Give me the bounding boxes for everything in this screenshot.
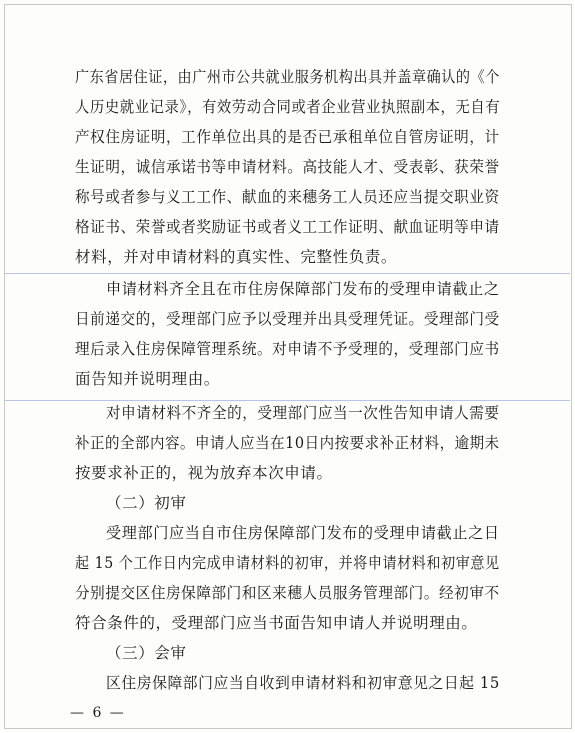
text-line: 补正的全部内容。申请人应当在10日内按要求补正材料，逾期未 [75,434,500,452]
text-line: 产权住房证明，工作单位出具的是否已承租单位自管房证明，计 [75,128,500,146]
text-line: 生证明，诚信承诺书等申请材料。高技能人才、受表彰、获荣誉 [75,158,500,176]
text-line: 日前递交的，受理部门应予以受理并出具受理凭证。受理部门受 [75,310,500,328]
text-line: 材料，并对申请材料的真实性、完整性负责。 [75,248,398,266]
text-line: 申请材料齐全且在市住房保障部门发布的受理申请截止之 [106,280,500,298]
section-heading: （二）初审 [106,494,187,512]
page-number: — 6 — [70,705,126,721]
text-line: 理后录入住房保障管理系统。对申请不予受理的，受理部门应书 [75,340,500,358]
text-line: 人历史就业记录》，有效劳动合同或者企业营业执照副本，无自有 [75,98,501,116]
text-line: 按要求补正的，视为放弃本次申请。 [75,464,333,482]
text-line: 受理部门应当自市住房保障部门发布的受理申请截止之日 [106,524,500,542]
text-line: 格证书、荣誉或者奖励证书或者义工工作证明、献血证明等申请 [75,218,500,236]
text-line: 广东省居住证，由广州市公共就业服务机构出具并盖章确认的《个 [75,68,500,86]
text-line: 起 15 个工作日内完成申请材料的初审，并将申请材料和初审意见 [75,554,500,572]
text-line: 分别提交区住房保障部门和区来穗人员服务管理部门。经初审不 [75,584,500,602]
text-line: 称号或者参与义工工作、献血的来穗务工人员还应当提交职业资 [75,188,500,206]
text-line: 区住房保障部门应当自收到申请材料和初审意见之日起 15 [106,674,500,692]
text-line: 对申请材料不齐全的，受理部门应当一次性告知申请人需要 [106,404,500,422]
text-line: 面告知并说明理由。 [75,370,220,388]
section-heading: （三）会审 [106,644,187,662]
text-line: 符合条件的，受理部门应当书面告知申请人并说明理由。 [75,614,478,632]
